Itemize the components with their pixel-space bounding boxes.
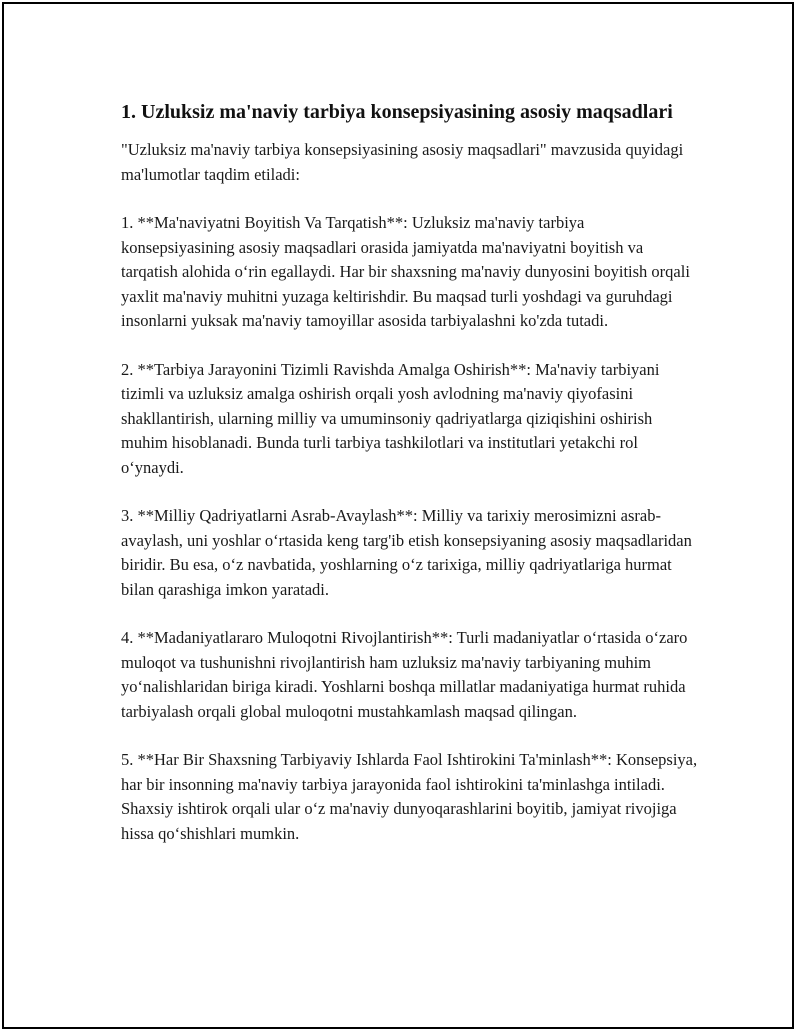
list-item-2: 2. **Tarbiya Jarayonini Tizimli Ravishda Amalga Oshirish**: Ma'naviy tarbiyani tizimli va uzluksiz amalga oshirish orqali yosh avlodning ma'naviy qiyofasini shakllantirish, ularning milliy va umuminsoniy qadriyatlarga qiziqishini oshirish muhim hisoblanadi. Bunda turli tarbiya tashkilotlari va institutlari yetakchi rol o‘ynaydi. xyxy=(121,359,660,477)
list-item-4: 4. **Madaniyatlararo Muloqotni Rivojlantirish**: Turli madaniyatlar o‘rtasida o‘zaro muloqot va tushunishni rivojlantirish ham uzluksiz ma'naviy tarbiyaning muhim yo‘nalishlaridan biriga kiradi. Yoshlarni boshqa millatlar madaniyatiga hurmat ruhida tarbiyalash orqali global muloqotni mustahkamlash maqsad qilingan. xyxy=(121,628,688,721)
document-body xyxy=(121,98,701,870)
intro-paragraph: "Uzluksiz ma'naviy tarbiya konsepsiyasining asosiy maqsadlari" mavzusida quyidagi ma'lumotlar taqdim etiladi: xyxy=(121,140,684,184)
list-item-1: 1. **Ma'naviyatni Boyitish Va Tarqatish**: Uzluksiz ma'naviy tarbiya konsepsiyasining asosiy maqsadlari orasida jamiyatda ma'naviyatni boyitish va tarqatish alohida o‘rin egallaydi. Har bir shaxsning ma'naviy dunyosini boyitish orqali yaxlit ma'naviy muhitni yuzaga keltirishdir. Bu maqsad turli yoshdagi va guruhdagi insonlarni yuksak ma'naviy tamoyillar asosida tarbiyalashni ko'zda tutadi. xyxy=(121,213,690,330)
list-item-3: 3. **Milliy Qadriyatlarni Asrab-Avaylash**: Milliy va tarixiy merosimizni asrab-avaylash, uni yoshlar o‘rtasida keng targ'ib etish konsepsiyaning asosiy maqsadlaridan biridir. Bu esa, o‘z navbatida, yoshlarning o‘z tarixiga, milliy qadriyatlariga hurmat bilan qarashiga imkon yaratadi. xyxy=(121,506,692,599)
list-item-5: 5. **Har Bir Shaxsning Tarbiyaviy Ishlarda Faol Ishtirokini Ta'minlash**: Konsepsiya, har bir insonning ma'naviy tarbiya jarayonida faol ishtirokini ta'minlashga intiladi. Shaxsiy ishtirok orqali ular o‘z ma'naviy dunyoqarashlarini boyitib, jamiyat rivojiga hissa qo‘shishlari mumkin. xyxy=(121,750,698,843)
page-frame xyxy=(2,2,794,1029)
document-title: 1. Uzluksiz ma'naviy tarbiya konsepsiyasining asosiy maqsadlari xyxy=(121,101,673,123)
